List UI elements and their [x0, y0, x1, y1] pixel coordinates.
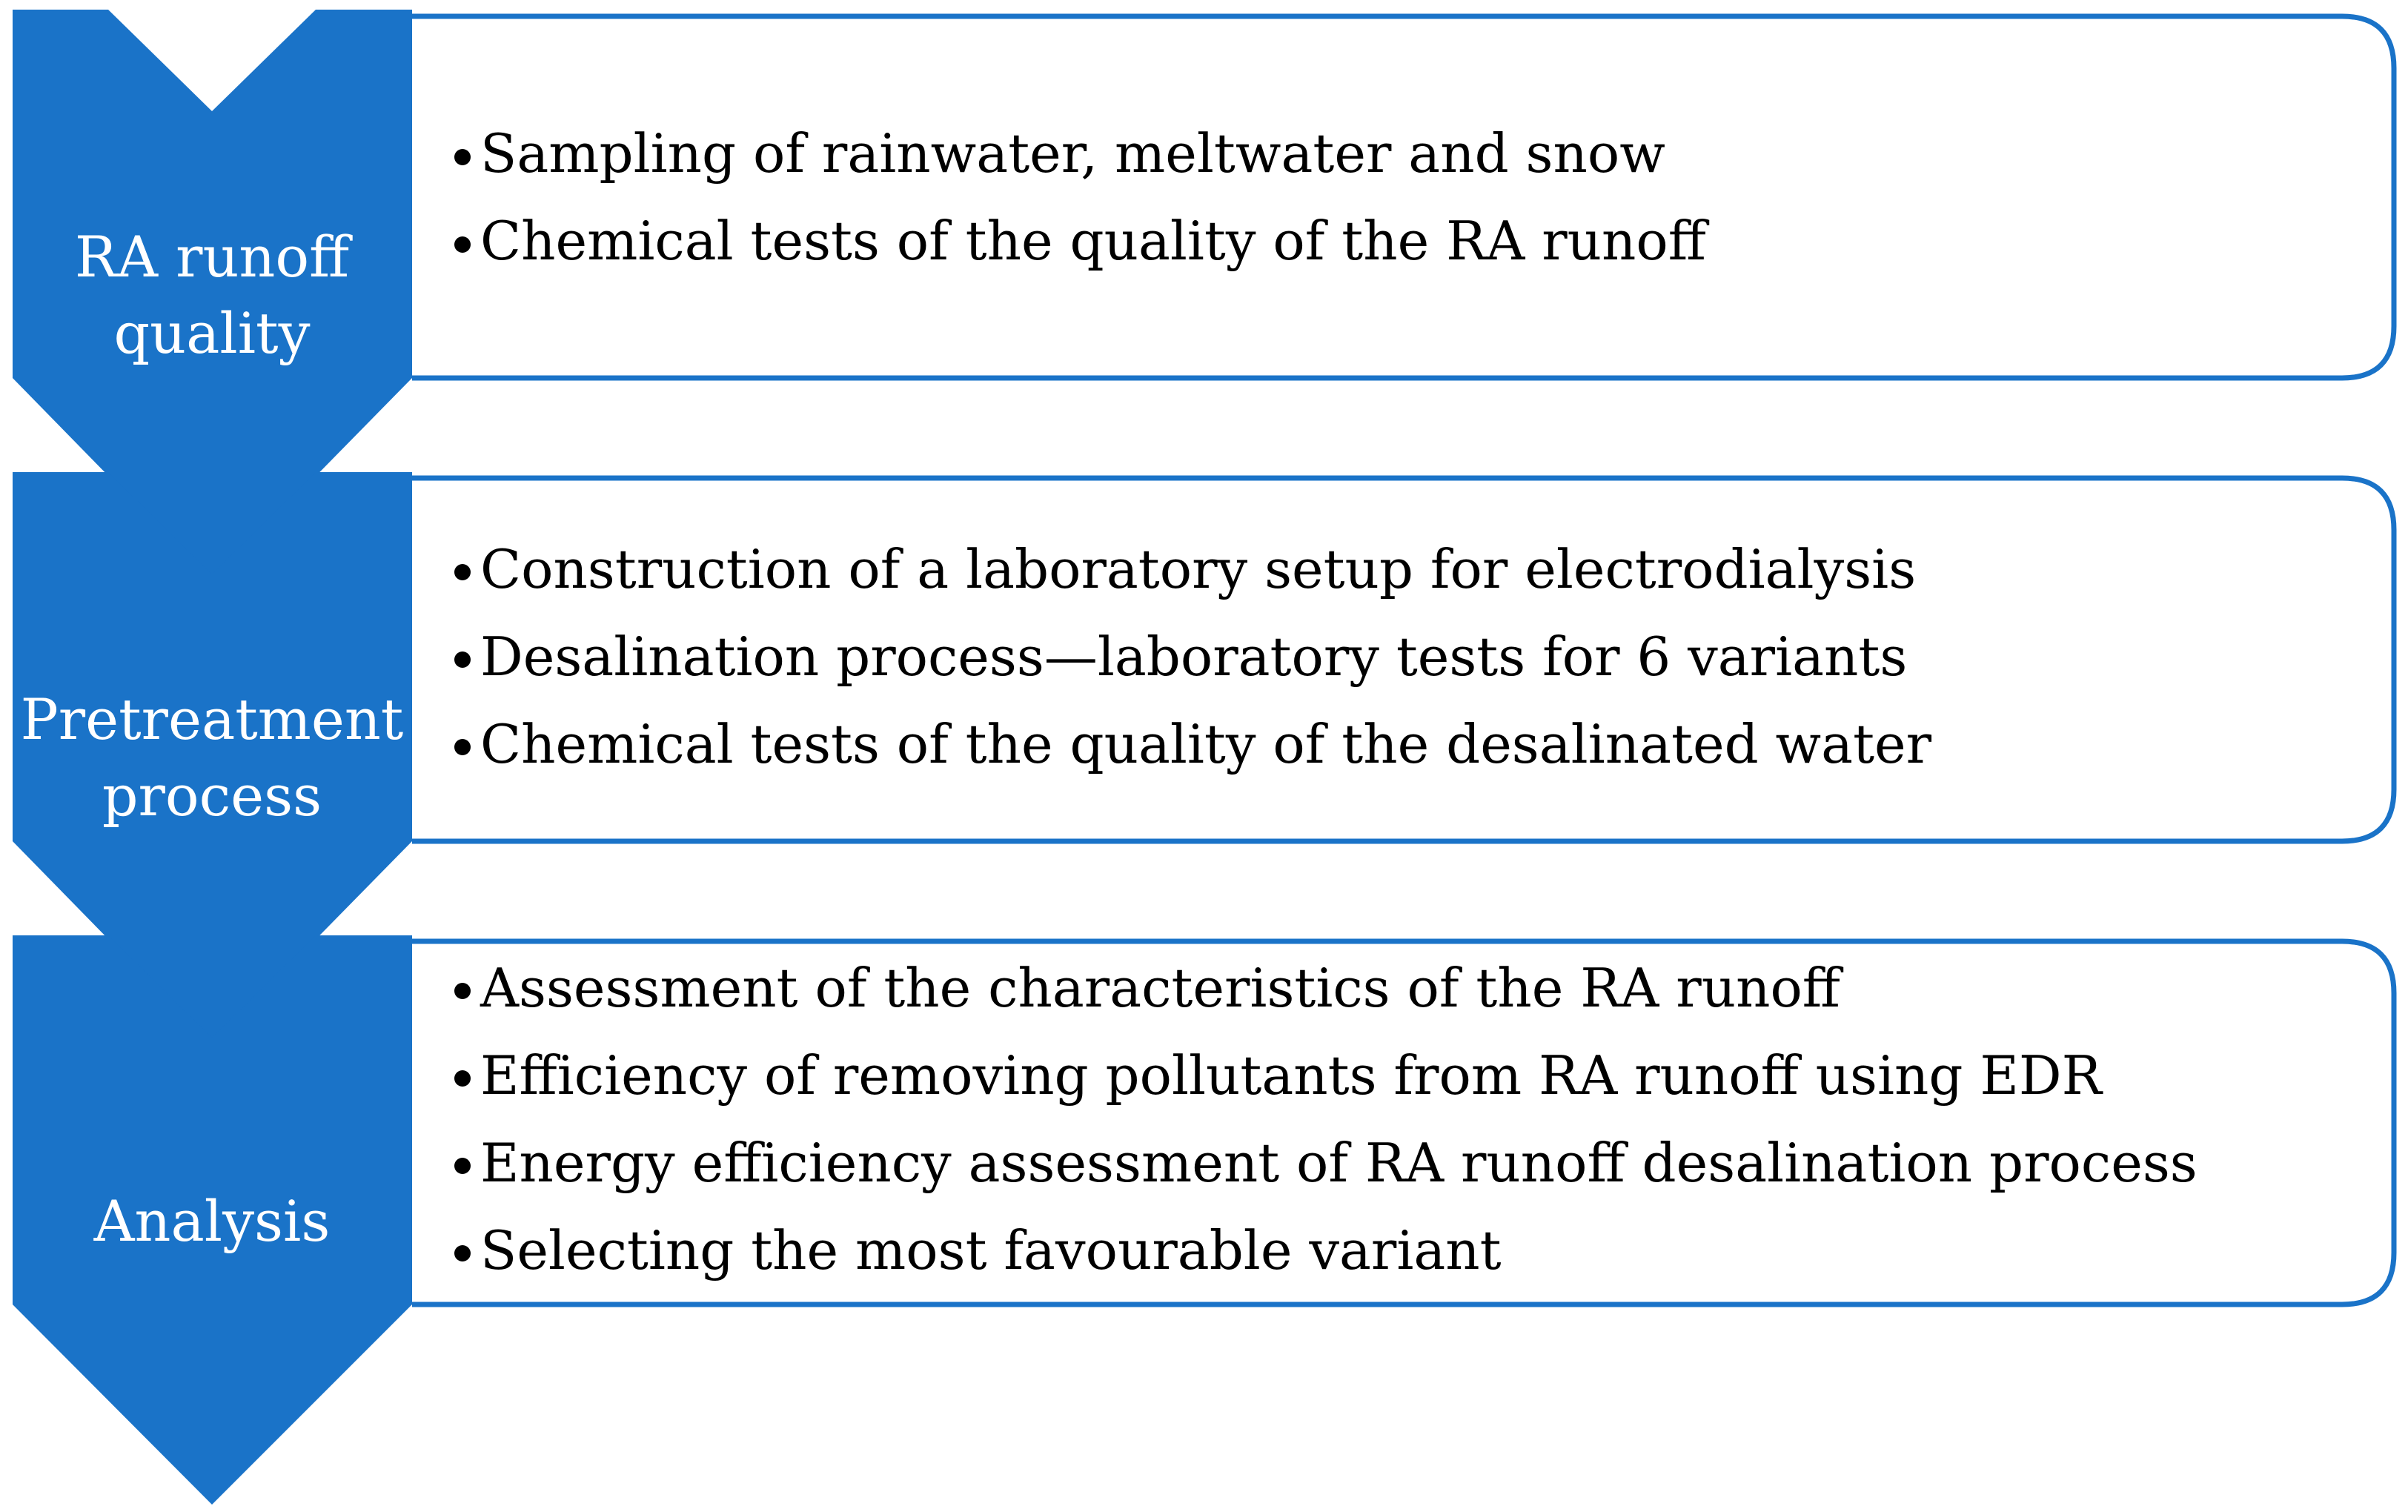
stage-3-bullet-4: Selecting the most favourable variant [480, 1219, 1502, 1281]
stage-1-title-line-2: quality [113, 300, 311, 366]
bullet-dot-icon [454, 983, 471, 999]
bullet-dot-icon [454, 236, 471, 253]
stage-analysis [13, 935, 2394, 1505]
stage-2-title-line-1: Pretreatment [20, 686, 404, 752]
bullet-dot-icon [454, 739, 471, 755]
stage-2-title-line-2: process [102, 763, 322, 829]
stage-2-bullet-2: Desalination process—laboratory tests for 6 variants [480, 626, 1908, 688]
stage-3-title-line-1: Analysis [93, 1188, 331, 1254]
stage-3-bullet-2: Efficiency of removing pollutants from RA runoff using EDR [480, 1044, 2102, 1107]
stage-3-bullet-3: Energy efficiency assessment of RA runoff desalination process [480, 1132, 2198, 1194]
bullet-dot-icon [454, 1070, 471, 1087]
stage-1-title-line-1: RA runoff [74, 224, 350, 290]
bullet-dot-icon [454, 564, 471, 580]
stage-3-bullet-1: Assessment of the characteristics of the RA runoff [480, 957, 1840, 1019]
bullet-dot-icon [454, 149, 471, 165]
stage-1-content-box [412, 16, 2394, 378]
stage-2-bullet-3: Chemical tests of the quality of the desalinated water [480, 713, 1932, 775]
stage-1-bullet-2: Chemical tests of the quality of the RA runoff [480, 210, 1706, 272]
bullet-dot-icon [454, 1245, 471, 1261]
stage-2-bullet-1: Construction of a laboratory setup for electrodialysis [480, 538, 1917, 600]
stage-1-bullet-1: Sampling of rainwater, meltwater and snow [480, 122, 1665, 185]
bullet-dot-icon [454, 651, 471, 668]
bullet-dot-icon [454, 1158, 471, 1174]
